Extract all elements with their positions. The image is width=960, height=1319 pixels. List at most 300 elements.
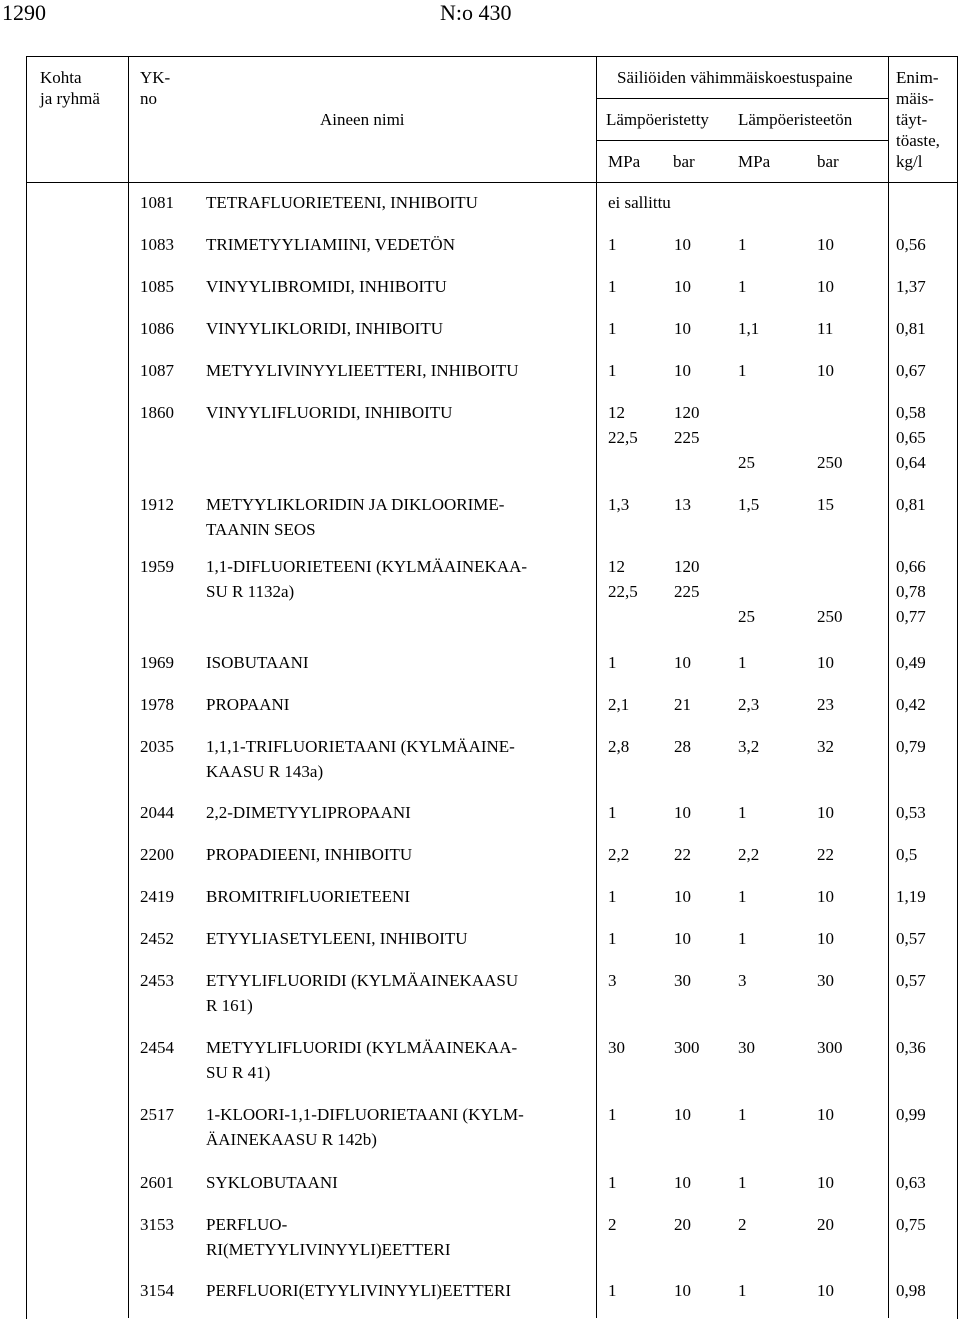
cell-substance-name xyxy=(206,274,447,299)
cell-insulated-bar xyxy=(674,358,691,383)
cell-uninsulated-mpa xyxy=(738,800,747,825)
cell-substance-name xyxy=(206,400,452,425)
cell-value: 10 xyxy=(674,803,691,822)
cell-un-number: 1860 xyxy=(140,403,174,422)
cell-value: 15 xyxy=(817,495,834,514)
cell-uninsulated-mpa xyxy=(738,926,747,951)
cell-value: 30 xyxy=(817,971,834,990)
cell-uninsulated-bar xyxy=(817,358,834,383)
cell-max-fill xyxy=(896,800,926,825)
cell-value: 10 xyxy=(817,235,834,254)
cell-value: 1 xyxy=(738,277,747,296)
cell-insulated-bar xyxy=(674,926,691,951)
cell-uninsulated-bar xyxy=(817,274,834,299)
cell-value xyxy=(817,554,843,579)
cell-insulated-mpa xyxy=(608,1170,617,1195)
substance-name-line: TRIMETYYLIAMIINI, VEDETÖN xyxy=(206,235,455,254)
cell-value: 30 xyxy=(608,1038,625,1057)
cell-insulated-mpa xyxy=(608,968,617,993)
header-subdivider xyxy=(596,140,888,141)
cell-insulated-mpa xyxy=(608,1278,617,1303)
cell-un-number: 2601 xyxy=(140,1173,174,1192)
cell-value: 0,64 xyxy=(896,453,926,472)
cell-value: 225 xyxy=(674,582,700,601)
cell-insulated-bar xyxy=(674,968,691,993)
substance-name-line: SU R 1132a) xyxy=(206,582,295,601)
substance-name-line: ISOBUTAANI xyxy=(206,653,309,672)
cell-max-fill xyxy=(896,968,926,993)
cell-value: 25 xyxy=(738,453,755,472)
cell-value: 10 xyxy=(674,929,691,948)
cell-value: 250 xyxy=(817,453,843,472)
cell-value: 10 xyxy=(674,277,691,296)
cell-un-number: 2200 xyxy=(140,845,174,864)
cell-value: 30 xyxy=(674,971,691,990)
substance-name-line: KAASU R 143a) xyxy=(206,762,324,781)
header-section-group: Kohta ja ryhmä xyxy=(40,68,100,108)
cell-insulated-mpa xyxy=(608,734,629,759)
cell-value: 0,42 xyxy=(896,695,926,714)
cell-un-number: 1912 xyxy=(140,495,174,514)
cell-un-number: 3154 xyxy=(140,1281,174,1300)
cell-value: 12 xyxy=(608,557,625,576)
cell-uninsulated-mpa xyxy=(738,968,747,993)
cell-insulated-bar xyxy=(674,1278,691,1303)
cell-value: 20 xyxy=(674,1215,691,1234)
cell-insulated-mpa xyxy=(608,232,617,257)
cell-value: 0,56 xyxy=(896,235,926,254)
cell-un-number: 1086 xyxy=(140,319,174,338)
cell-substance-name xyxy=(206,554,527,604)
cell-value: 3 xyxy=(738,971,747,990)
cell-insulated-mpa xyxy=(608,650,617,675)
cell-value: 10 xyxy=(817,887,834,906)
cell-value: 1 xyxy=(608,887,617,906)
cell-value xyxy=(738,579,755,604)
cell-value: 1 xyxy=(738,929,747,948)
substance-name-line: SU R 41) xyxy=(206,1063,271,1082)
header-unit-bar: bar xyxy=(673,152,695,171)
cell-value: 10 xyxy=(674,1173,691,1192)
cell-max-fill xyxy=(896,926,926,951)
cell-uninsulated-bar xyxy=(817,1035,843,1060)
cell-value: 10 xyxy=(674,1105,691,1124)
cell-substance-name xyxy=(206,968,518,1018)
cell-value: 23 xyxy=(817,695,834,714)
cell-insulated-mpa xyxy=(608,274,617,299)
cell-value: 2,3 xyxy=(738,695,760,714)
cell-insulated-bar xyxy=(674,734,691,759)
cell-uninsulated-bar xyxy=(817,316,833,341)
cell-value: 0,81 xyxy=(896,495,926,514)
substance-name-line: BROMITRIFLUORIETEENI xyxy=(206,887,410,906)
cell-max-fill xyxy=(896,1170,926,1195)
cell-uninsulated-bar xyxy=(817,650,834,675)
cell-un-number: 2452 xyxy=(140,929,174,948)
cell-value xyxy=(817,400,843,425)
substance-name-line: PERFLUORI(ETYYLIVINYYLI)EETTERI xyxy=(206,1281,511,1300)
cell-insulated-bar xyxy=(674,1170,691,1195)
cell-un-number: 1087 xyxy=(140,361,174,380)
cell-value: 0,99 xyxy=(896,1105,926,1124)
cell-value: ei sallittu xyxy=(608,193,671,212)
cell-value: 0,49 xyxy=(896,653,926,672)
cell-value: 10 xyxy=(817,653,834,672)
issue-number: N:o 430 xyxy=(440,0,512,25)
cell-value: 1,19 xyxy=(896,887,926,906)
cell-value: 10 xyxy=(817,277,834,296)
cell-value: 20 xyxy=(817,1215,834,1234)
cell-substance-name xyxy=(206,884,410,909)
cell-value: 28 xyxy=(674,737,691,756)
cell-uninsulated-mpa xyxy=(738,1212,747,1237)
cell-insulated-bar xyxy=(674,800,691,825)
cell-value xyxy=(817,579,843,604)
cell-insulated-mpa xyxy=(608,492,629,517)
cell-un-number: 1081 xyxy=(140,193,174,212)
cell-value: 0,67 xyxy=(896,361,926,380)
cell-insulated-mpa xyxy=(608,884,617,909)
cell-value: 32 xyxy=(817,737,834,756)
cell-un-number: 1978 xyxy=(140,695,174,714)
cell-insulated-bar xyxy=(674,884,691,909)
header-max-fill: Enim- mäis- täyt- töaste, kg/l xyxy=(896,68,940,171)
cell-uninsulated-mpa xyxy=(738,734,759,759)
page-number: 1290 xyxy=(2,0,46,25)
cell-value: 10 xyxy=(674,887,691,906)
cell-value: 120 xyxy=(674,557,700,576)
cell-value: 0,57 xyxy=(896,929,926,948)
cell-value: 25 xyxy=(738,607,755,626)
cell-uninsulated-bar xyxy=(817,1170,834,1195)
cell-value: 3 xyxy=(608,971,617,990)
cell-max-fill xyxy=(896,274,926,299)
cell-uninsulated-mpa xyxy=(738,1035,755,1060)
substance-name-line: TETRAFLUORIETEENI, INHIBOITU xyxy=(206,193,478,212)
cell-substance-name xyxy=(206,358,519,383)
cell-value: 0,78 xyxy=(896,582,926,601)
substance-name-line: ETYYLIFLUORIDI (KYLMÄAINEKAASU xyxy=(206,971,519,990)
substance-name-line: 1-KLOORI-1,1-DIFLUORIETAANI (KYLM- xyxy=(206,1105,524,1124)
cell-value xyxy=(738,554,755,579)
cell-uninsulated-mpa xyxy=(738,232,747,257)
cell-uninsulated-bar xyxy=(817,800,834,825)
cell-value: 2 xyxy=(608,1215,617,1234)
cell-value: 1 xyxy=(608,1173,617,1192)
substance-name-line: RI(METYYLIVINYYLI)EETTERI xyxy=(206,1240,451,1259)
cell-max-fill xyxy=(896,884,926,909)
cell-un-number: 1085 xyxy=(140,277,174,296)
cell-un-number: 2044 xyxy=(140,803,174,822)
cell-uninsulated-mpa xyxy=(738,316,759,341)
cell-value: 10 xyxy=(817,1105,834,1124)
substance-name-line: ETYYLIASETYLEENI, INHIBOITU xyxy=(206,929,468,948)
cell-max-fill xyxy=(896,232,926,257)
cell-substance-name xyxy=(206,800,411,825)
cell-max-fill xyxy=(896,400,926,475)
cell-uninsulated-bar xyxy=(817,492,834,517)
cell-uninsulated-bar xyxy=(817,968,834,993)
cell-value: 1 xyxy=(738,1173,747,1192)
cell-max-fill xyxy=(896,554,926,629)
cell-uninsulated-mpa xyxy=(738,842,759,867)
cell-value: 120 xyxy=(674,403,700,422)
header-unit-mpa: MPa xyxy=(738,152,771,171)
cell-value: 10 xyxy=(817,929,834,948)
cell-max-fill xyxy=(896,492,926,517)
cell-uninsulated-mpa xyxy=(738,1102,747,1127)
cell-value: 225 xyxy=(674,428,700,447)
cell-value: 1 xyxy=(738,235,747,254)
cell-value: 10 xyxy=(817,803,834,822)
column-divider xyxy=(888,56,889,1318)
cell-value: 1 xyxy=(738,887,747,906)
cell-uninsulated-bar xyxy=(817,842,834,867)
substance-name-line: PROPADIEENI, INHIBOITU xyxy=(206,845,413,864)
cell-un-number: 2517 xyxy=(140,1105,174,1124)
cell-value: 1 xyxy=(738,803,747,822)
cell-insulated-mpa xyxy=(608,358,617,383)
cell-max-fill xyxy=(896,1102,926,1127)
cell-substance-name xyxy=(206,316,443,341)
cell-substance-name xyxy=(206,232,455,257)
header-test-pressure: Säiliöiden vähimmäiskoestuspaine xyxy=(617,68,853,87)
cell-value: 22 xyxy=(674,845,691,864)
cell-un-number: 2454 xyxy=(140,1038,174,1057)
cell-uninsulated-bar xyxy=(817,926,834,951)
cell-uninsulated-mpa xyxy=(738,1278,747,1303)
cell-value: 300 xyxy=(817,1038,843,1057)
cell-value: 2,8 xyxy=(608,737,630,756)
cell-insulated-bar xyxy=(674,650,691,675)
cell-value: 1 xyxy=(608,361,617,380)
substance-name-line: 1,1,1-TRIFLUORIETAANI (KYLMÄAINE- xyxy=(206,737,515,756)
column-divider xyxy=(128,56,129,1318)
cell-max-fill xyxy=(896,1278,926,1303)
cell-insulated-bar xyxy=(674,692,691,717)
cell-uninsulated-mpa xyxy=(738,1170,747,1195)
cell-un-number: 1959 xyxy=(140,557,174,576)
cell-insulated-bar xyxy=(674,1035,700,1060)
substance-name-line: VINYYLIBROMIDI, INHIBOITU xyxy=(206,277,447,296)
cell-value: 12 xyxy=(608,403,625,422)
cell-insulated-mpa xyxy=(608,800,617,825)
cell-insulated-mpa xyxy=(608,190,671,215)
cell-uninsulated-mpa xyxy=(738,358,747,383)
cell-value: 22 xyxy=(817,845,834,864)
cell-value: 10 xyxy=(817,1281,834,1300)
cell-value: 0,53 xyxy=(896,803,926,822)
cell-value: 10 xyxy=(674,653,691,672)
cell-insulated-mpa xyxy=(608,400,638,450)
cell-value xyxy=(738,400,755,425)
header-unit-bar: bar xyxy=(817,152,839,171)
cell-value: 2,2 xyxy=(608,845,630,864)
substance-name-line: TAANIN SEOS xyxy=(206,520,316,539)
cell-value xyxy=(738,425,755,450)
cell-substance-name xyxy=(206,692,289,717)
cell-insulated-bar xyxy=(674,1212,691,1237)
cell-value: 1 xyxy=(608,1281,617,1300)
cell-insulated-mpa xyxy=(608,692,629,717)
cell-value: 1 xyxy=(608,803,617,822)
substance-name-line: METYYLIVINYYLIEETTERI, INHIBOITU xyxy=(206,361,519,380)
cell-insulated-mpa xyxy=(608,316,617,341)
cell-insulated-mpa xyxy=(608,554,638,604)
cell-max-fill xyxy=(896,1212,926,1237)
substance-name-line: METYYLIKLORIDIN JA DIKLOORIME- xyxy=(206,495,505,514)
cell-insulated-bar xyxy=(674,842,691,867)
header-substance-name: Aineen nimi xyxy=(320,110,405,129)
cell-un-number: 2419 xyxy=(140,887,174,906)
cell-value: 2,1 xyxy=(608,695,630,714)
cell-uninsulated-bar xyxy=(817,554,843,629)
cell-substance-name xyxy=(206,1278,511,1303)
cell-value: 1 xyxy=(608,1105,617,1124)
cell-substance-name xyxy=(206,650,309,675)
cell-insulated-bar xyxy=(674,400,700,450)
substance-name-line: ÄAINEKAASU R 142b) xyxy=(206,1130,377,1149)
cell-value: 0,79 xyxy=(896,737,926,756)
cell-max-fill xyxy=(896,692,926,717)
cell-value: 0,57 xyxy=(896,971,926,990)
cell-uninsulated-bar xyxy=(817,734,834,759)
cell-uninsulated-bar xyxy=(817,1102,834,1127)
cell-value: 1 xyxy=(608,277,617,296)
cell-insulated-mpa xyxy=(608,1212,617,1237)
cell-insulated-bar xyxy=(674,316,691,341)
cell-value: 300 xyxy=(674,1038,700,1057)
cell-value: 3,2 xyxy=(738,737,760,756)
cell-substance-name xyxy=(206,734,515,784)
cell-max-fill xyxy=(896,842,917,867)
cell-value: 0,77 xyxy=(896,607,926,626)
substance-name-line: 1,1-DIFLUORIETEENI (KYLMÄAINEKAA- xyxy=(206,557,528,576)
cell-uninsulated-mpa xyxy=(738,400,755,475)
cell-uninsulated-bar xyxy=(817,1212,834,1237)
header-bottom-rule xyxy=(26,182,958,183)
substance-name-line: VINYYLIFLUORIDI, INHIBOITU xyxy=(206,403,453,422)
cell-value: 10 xyxy=(674,319,691,338)
cell-value: 0,58 xyxy=(896,403,926,422)
cell-uninsulated-bar xyxy=(817,692,834,717)
header-unit-mpa: MPa xyxy=(608,152,641,171)
cell-uninsulated-bar xyxy=(817,884,834,909)
cell-value: 10 xyxy=(817,1173,834,1192)
cell-value: 250 xyxy=(817,607,843,626)
cell-value: 0,36 xyxy=(896,1038,926,1057)
cell-value: 1,3 xyxy=(608,495,630,514)
cell-value: 0,63 xyxy=(896,1173,926,1192)
cell-substance-name xyxy=(206,190,478,215)
cell-un-number: 3153 xyxy=(140,1215,174,1234)
cell-value xyxy=(817,425,843,450)
cell-value: 22,5 xyxy=(608,428,638,447)
cell-insulated-mpa xyxy=(608,926,617,951)
cell-max-fill xyxy=(896,734,926,759)
cell-value: 1,5 xyxy=(738,495,760,514)
cell-insulated-bar xyxy=(674,554,700,604)
cell-uninsulated-mpa xyxy=(738,650,747,675)
cell-value: 2 xyxy=(738,1215,747,1234)
cell-un-number: 1969 xyxy=(140,653,174,672)
cell-uninsulated-mpa xyxy=(738,554,755,629)
substance-name-line: VINYYLIKLORIDI, INHIBOITU xyxy=(206,319,444,338)
substance-name-line: 2,2-DIMETYYLIPROPAANI xyxy=(206,803,411,822)
cell-substance-name xyxy=(206,842,412,867)
cell-uninsulated-mpa xyxy=(738,492,759,517)
substance-name-line: R 161) xyxy=(206,996,253,1015)
cell-uninsulated-mpa xyxy=(738,884,747,909)
header-subdivider xyxy=(596,98,888,99)
column-divider xyxy=(596,56,597,1318)
cell-value: 10 xyxy=(674,235,691,254)
cell-value: 11 xyxy=(817,319,834,338)
substance-name-line: SYKLOBUTAANI xyxy=(206,1173,338,1192)
cell-un-number: 2035 xyxy=(140,737,174,756)
cell-max-fill xyxy=(896,650,926,675)
cell-value: 1,1 xyxy=(738,319,760,338)
substance-name-line: PERFLUO- xyxy=(206,1215,288,1234)
cell-value: 1 xyxy=(608,653,617,672)
cell-value: 0,98 xyxy=(896,1281,926,1300)
cell-insulated-mpa xyxy=(608,1102,617,1127)
cell-substance-name xyxy=(206,1035,517,1085)
cell-value: 1 xyxy=(608,235,617,254)
cell-value: 1 xyxy=(608,319,617,338)
cell-value: 0,75 xyxy=(896,1215,926,1234)
cell-uninsulated-bar xyxy=(817,400,843,475)
cell-substance-name xyxy=(206,492,504,542)
cell-value: 2,2 xyxy=(738,845,760,864)
cell-value: 0,65 xyxy=(896,428,926,447)
cell-value: 1 xyxy=(738,1105,747,1124)
cell-insulated-mpa xyxy=(608,1035,625,1060)
cell-un-number: 1083 xyxy=(140,235,174,254)
cell-uninsulated-bar xyxy=(817,1278,834,1303)
cell-un-number: 2453 xyxy=(140,971,174,990)
cell-value: 21 xyxy=(674,695,691,714)
cell-max-fill xyxy=(896,358,926,383)
substance-name-line: PROPAANI xyxy=(206,695,290,714)
cell-value: 0,66 xyxy=(896,557,926,576)
cell-substance-name xyxy=(206,1170,338,1195)
cell-insulated-bar xyxy=(674,492,691,517)
substance-name-line: METYYLIFLUORIDI (KYLMÄAINEKAA- xyxy=(206,1038,518,1057)
cell-value: 1 xyxy=(738,1281,747,1300)
cell-value: 1 xyxy=(738,361,747,380)
cell-insulated-bar xyxy=(674,274,691,299)
cell-insulated-bar xyxy=(674,232,691,257)
header-uninsulated: Lämpöeristeetön xyxy=(738,110,853,129)
cell-insulated-mpa xyxy=(608,842,629,867)
cell-insulated-bar xyxy=(674,1102,691,1127)
cell-value: 22,5 xyxy=(608,582,638,601)
cell-value: 10 xyxy=(674,1281,691,1300)
cell-uninsulated-bar xyxy=(817,232,834,257)
cell-uninsulated-mpa xyxy=(738,274,747,299)
cell-uninsulated-mpa xyxy=(738,692,759,717)
cell-value: 10 xyxy=(674,361,691,380)
cell-substance-name xyxy=(206,926,468,951)
header-insulated: Lämpöeristetty xyxy=(606,110,709,129)
header-un-number: YK- no xyxy=(140,68,171,108)
cell-value: 1,37 xyxy=(896,277,926,296)
cell-value: 0,81 xyxy=(896,319,926,338)
cell-max-fill xyxy=(896,316,926,341)
cell-value: 10 xyxy=(817,361,834,380)
cell-value: 1 xyxy=(738,653,747,672)
